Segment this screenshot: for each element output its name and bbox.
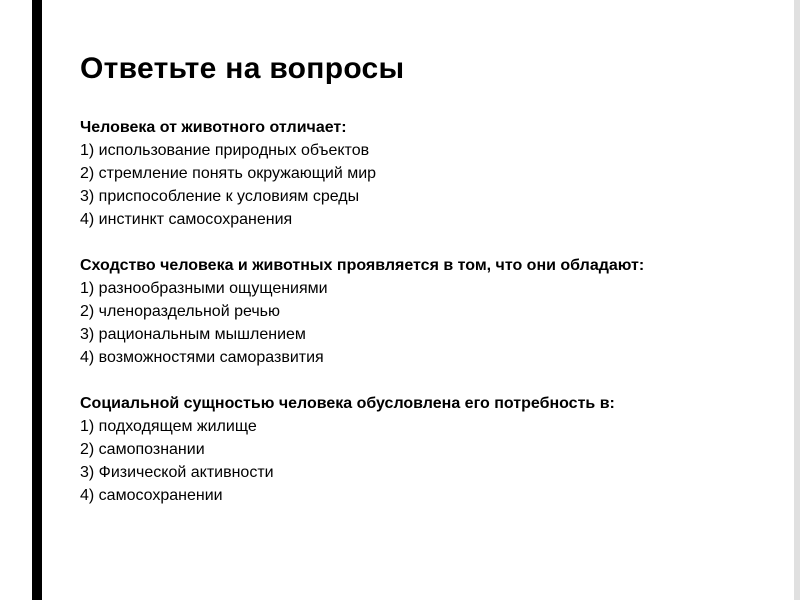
question-2-option-2: 2) членораздельной речью [80, 303, 281, 320]
question-2-option-4: 4) возможностями саморазвития [80, 349, 324, 366]
questions-list [80, 116, 770, 530]
question-1-text: Человека от животного отличает: [80, 119, 347, 136]
question-2-option-3: 3) рациональным мышлением [80, 326, 306, 343]
question-3-option-3: 3) Физической активности [80, 464, 274, 481]
right-edge-bar [794, 0, 800, 600]
question-1-option-3: 3) приспособление к условиям среды [80, 188, 360, 205]
question-3-option-4: 4) самосохранении [80, 487, 223, 504]
question-1-options [80, 139, 770, 231]
question-2-text: Сходство человека и животных проявляется в том, что они обладают: [80, 257, 645, 274]
question-2-options [80, 277, 770, 369]
question-3-option-1: 1) подходящем жилище [80, 418, 257, 435]
question-block-2 [80, 254, 770, 369]
question-3-option-2: 2) самопознании [80, 441, 205, 458]
question-3-text: Социальной сущностью человека обусловлена его потребность в: [80, 395, 615, 412]
question-3-options [80, 415, 770, 507]
question-1-option-2: 2) стремление понять окружающий мир [80, 165, 377, 182]
question-block-3 [80, 392, 770, 507]
left-accent-bar [32, 0, 42, 600]
slide-title: Ответьте на вопросы [80, 52, 405, 85]
question-block-1 [80, 116, 770, 231]
question-1-option-4: 4) инстинкт самосохранения [80, 211, 293, 228]
question-1-option-1: 1) использование природных объектов [80, 142, 370, 159]
question-2-option-1: 1) разнообразными ощущениями [80, 280, 328, 297]
